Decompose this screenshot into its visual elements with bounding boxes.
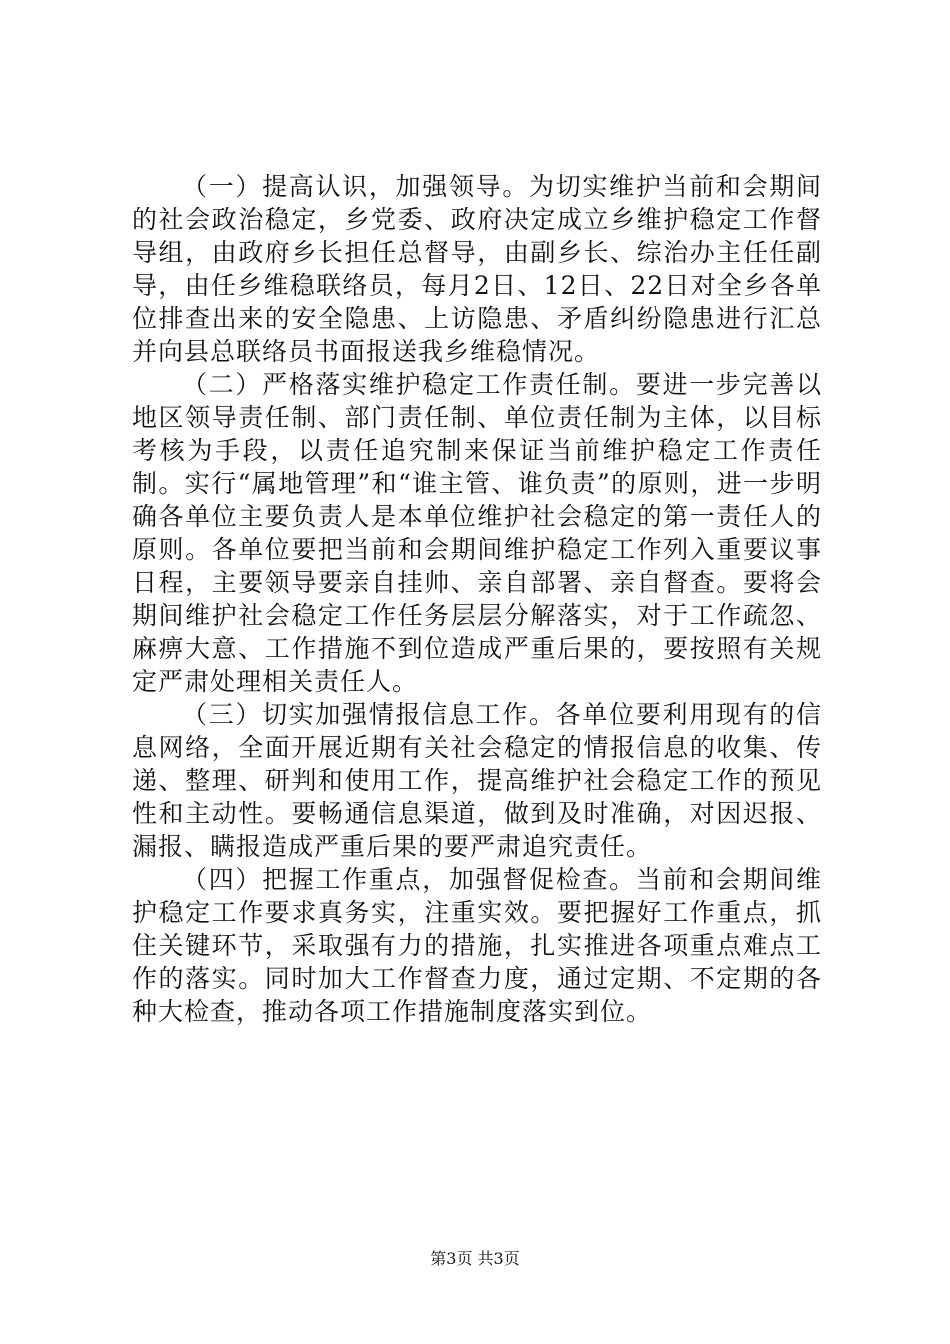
paragraph-1: （一）提高认识，加强领导。为切实维护当前和会期间的社会政治稳定，乡党委、政府决定成立乡维护稳定工作督导组，由政府乡长担任总督导，由副乡长、综治办主任任副导，由任乡维稳联络员，每月2日、12日、22日对全乡各单位排查出来的安全隐患、上访隐患、矛盾纠纷隐患进行汇总并向县总联络员书面报送我乡维稳情况。 [132, 172, 822, 366]
paragraph-3: （三）切实加强情报信息工作。各单位要利用现有的信息网络，全面开展近期有关社会稳定的情报信息的收集、传递、整理、研判和使用工作，提高维护社会稳定工作的预见性和主动性。要畅通信息渠道，做到及时准确，对因迟报、漏报、瞒报造成严重后果的要严肃追究责任。 [132, 700, 822, 861]
page-number-footer: 第3页 共3页 [430, 1249, 520, 1268]
paragraph-2: （二）严格落实维护稳定工作责任制。要进一步完善以地区领导责任制、部门责任制、单位责任制为主体，以目标考核为手段，以责任追究制来保证当前维护稳定工作责任制。实行“属地管理”和“谁主管、谁负责”的原则，进一步明确各单位主要负责人是本单位维护社会稳定的第一责任人的原则。各单位要把当前和会期间维护稳定工作列入重要议事日程，主要领导要亲自挂帅、亲自部署、亲自督查。要将会期间维护社会稳定工作任务层层分解落实，对于工作疏忽、麻痹大意、工作措施不到位造成严重后果的，要按照有关规定严肃处理相关责任人。 [132, 370, 822, 696]
paragraph-4: （四）把握工作重点，加强督促检查。当前和会期间维护稳定工作要求真务实，注重实效。要把握好工作重点，抓住关键环节，采取强有力的措施，扎实推进各项重点难点工作的落实。同时加大工作督查力度，通过定期、不定期的各种大检查，推动各项工作措施制度落实到位。 [132, 865, 822, 1026]
document-body [132, 170, 822, 1028]
